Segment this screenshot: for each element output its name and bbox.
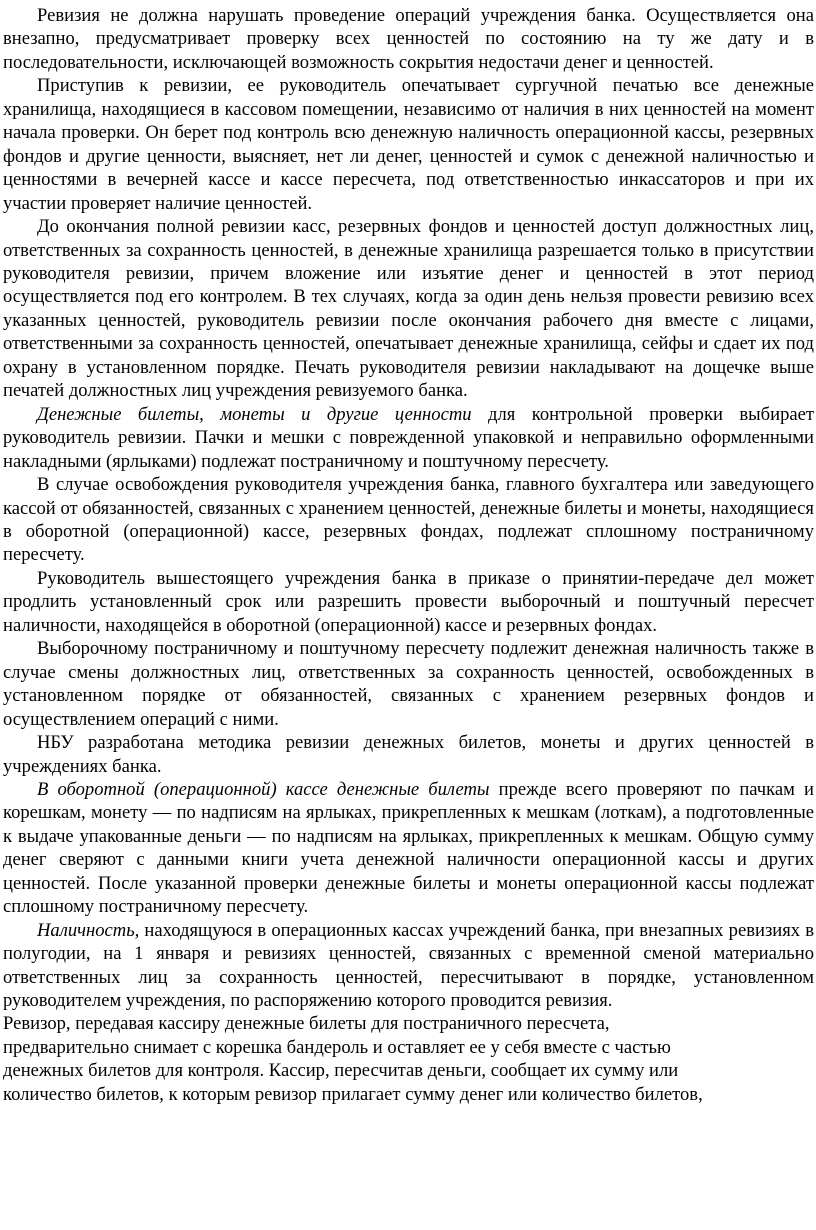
paragraph-superior-order	[3, 567, 814, 637]
paragraph-text: До окончания полной ревизии касс, резервных фондов и ценностей доступ должностных лиц, ответственных за сохранность ценностей, в денежные хранилища разрешается только в присутствии руководителя ревизии, причем вложение или изъятие денег и ценностей в этот период осуществляется под его контролем. В тех случаях, когда за один день нельзя провести ревизию всех указанных ценностей, руководитель ревизии после окончания рабочего дня вместе с лицами, ответственными за сохранность ценностей, опечатывает денежные хранилища, сейфы и сдает их под охрану в установленном порядке. Печать руководителя ревизии накладывают на дощечке выше печатей должностных лиц учреждения ревизуемого банка.	[3, 216, 814, 402]
italic-lead: В оборотной (операционной) кассе денежные билеты	[37, 778, 490, 800]
paragraph-operational-cash	[3, 778, 814, 919]
paragraph-text: находящуюся в операционных кассах учреждений банка, при внезапных ревизиях в полугодии, на 1 января и ревизиях ценностей, связанных с временной сменой материально ответственных лиц за сохранность ценностей, пересчитывают в порядке, установленном руководителем учреждения, по распоряжению которого проводится ревизия.	[3, 919, 814, 1012]
paragraph-text: Ревизия не должна нарушать проведение операций учреждения банка. Осуществляется она внезапно, предусматривает проверку всех ценностей по состоянию на ту же дату и в последовательности, исключающей возможность сокрытия недостачи денег и ценностей.	[3, 5, 814, 73]
paragraph-selective-recount	[3, 637, 814, 731]
italic-lead: Наличность,	[37, 919, 140, 941]
paragraph-line: денежных билетов для контроля. Кассир, пересчитав деньги, сообщает их сумму или	[3, 1060, 679, 1082]
paragraph-text: для контрольной проверки выбирает руководитель ревизии. Пачки и мешки с поврежденной упаковкой и неправильно оформленными накладными (ярлыками) подлежат постраничному и поштучному пересчету.	[3, 403, 814, 472]
paragraph-control-selection	[3, 403, 814, 473]
paragraph-vault-access	[3, 215, 814, 403]
paragraph-text: прежде всего проверяют по пачкам и корешкам, монету — по надписям на ярлыках, прикрепленных к мешкам (лоткам), а подготовленные к выдаче упакованные деньги — по надписям на ярлыках, прикрепленных к мешкам. Общую сумму денег сверяют с данными книги учета денежной наличности операционной кассы и других ценностей. После указанной проверки денежные билеты и монеты операционной кассы подлежат сплошному постраничному пересчету.	[3, 778, 814, 918]
paragraph-text: Выборочному постраничному и поштучному пересчету подлежит денежная наличность также в случае смены должностных лиц, ответственных за сохранность ценностей, освобожденных в установленном порядке от обязанностей, связанных с хранением резервных фондов и осуществлением операций с ними.	[3, 638, 814, 730]
paragraph-audit-principles	[3, 4, 814, 74]
paragraph-text: Приступив к ревизии, ее руководитель опечатывает сургучной печатью все денежные хранилища, находящиеся в кассовом помещении, независимо от наличия в них ценностей на момент начала проверки. Он берет под контроль всю денежную наличность операционной кассы, резервных фондов и другие ценности, выясняет, нет ли денег, ценностей и сумок с денежной наличностью и ценностями в вечерней кассе и кассе пересчета, под ответственностью инкассаторов и при их участии проверяет наличие ценностей.	[3, 75, 814, 214]
paragraph-text: НБУ разработана методика ревизии денежных билетов, монеты и других ценностей в учреждениях банка.	[3, 732, 814, 777]
paragraph-line: предварительно снимает с корешка бандероль и оставляет ее у себя вместе с частью	[3, 1036, 671, 1058]
paragraph-auditor-procedure	[3, 1012, 814, 1106]
paragraph-line: количество билетов, к которым ревизор прилагает сумму денег или количество билетов,	[3, 1083, 703, 1105]
paragraph-text: В случае освобождения руководителя учреждения банка, главного бухгалтера или заведующего кассой от обязанностей, связанных с хранением ценностей, денежные билеты и монеты, находящиеся в оборотной (операционной) кассе, резервных фондах, подлежат сплошному постраничному пересчету.	[3, 474, 814, 566]
paragraph-line: Ревизор, передавая кассиру денежные билеты для постраничного пересчета,	[3, 1013, 610, 1035]
paragraph-cash-recount	[3, 919, 814, 1013]
paragraph-nbu-method	[3, 731, 814, 778]
paragraph-sealing-vaults	[3, 74, 814, 215]
paragraph-management-release	[3, 473, 814, 567]
italic-lead: Денежные билеты, монеты и другие ценности	[37, 403, 472, 425]
paragraph-text: Руководитель вышестоящего учреждения банка в приказе о принятии-передаче дел может продлить установленный срок или разрешить провести выборочный и поштучный пересчет наличности, находящейся в оборотной (операционной) кассе и резервных фондах.	[3, 567, 814, 636]
